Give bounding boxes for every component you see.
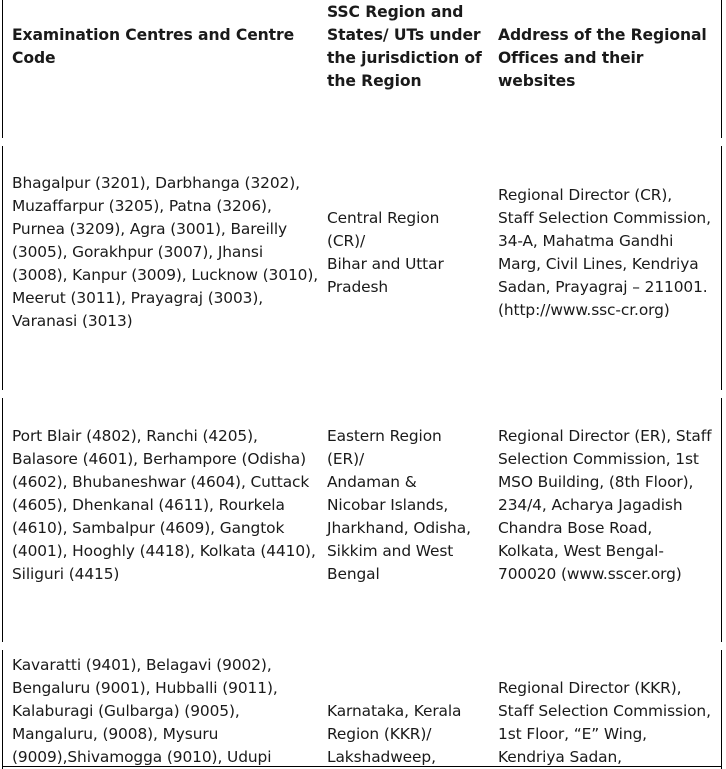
table-row-er-centres: Port Blair (4802), Ranchi (4205), Balasore (4601), Berhampore (Odisha) (4602), Bhubaneshwar (4604), Cuttack (4605), Dhenkanal (4611), Rourkela (4610), Sambalpur (4609), Gangtok (4001), Hooghly (4418), Kolkata (4410), Siliguri (4415) bbox=[12, 427, 316, 583]
table-row-kkr-region: Karnataka, Kerala Region (KKR)/ Lakshadweep, bbox=[327, 702, 462, 766]
table-border-left bbox=[2, 146, 3, 390]
table-border-right bbox=[721, 650, 722, 769]
table-border-left bbox=[2, 0, 3, 138]
table-row-er-address: Regional Director (ER), Staff Selection Commission, 1st MSO Building, (8th Floor), 234/4, Acharya Jagadish Chandra Bose Road, Kolkata, West Bengal- 700020 (www.sscer.org) bbox=[498, 427, 712, 583]
table-row-cr-region: Central Region (CR)/ Bihar and Uttar Pradesh bbox=[327, 209, 444, 296]
table-row-kkr-address: Regional Director (KKR), Staff Selection Commission, 1st Floor, “E” Wing, Kendriya Sadan, bbox=[498, 679, 711, 766]
table-border-left bbox=[2, 650, 3, 769]
table-row-kkr-centres: Kavaratti (9401), Belagavi (9002), Bengaluru (9001), Hubballi (9011), Kalaburagi (Gulbarga) (9005), Mangaluru, (9008), Mysuru (9009),Shivamogga (9010), Udupi bbox=[12, 656, 278, 766]
header-examination-centres: Examination Centres and Centre Code bbox=[12, 26, 295, 67]
table-border-right bbox=[721, 398, 722, 642]
header-regional-office-address: Address of the Regional Offices and their websites bbox=[498, 26, 707, 90]
table-border-left bbox=[2, 398, 3, 642]
table-row-er-region: Eastern Region (ER)/ Andaman & Nicobar Islands, Jharkhand, Odisha, Sikkim and West Bengal bbox=[327, 427, 471, 583]
table-border-right bbox=[721, 0, 722, 138]
table-row-cr-centres: Bhagalpur (3201), Darbhanga (3202), Muzaffarpur (3205), Patna (3206), Purnea (3209), Agra (3001), Bareilly (3005), Gorakhpur (3007), Jhansi (3008), Kanpur (3009), Lucknow (3010), Meerut (3011), Prayagraj (3003), Varanasi (3013) bbox=[12, 174, 319, 330]
header-ssc-region: SSC Region and States/ UTs under the jurisdiction of the Region bbox=[327, 3, 482, 90]
table-border-right bbox=[721, 146, 722, 390]
table-row-cr-address: Regional Director (CR), Staff Selection Commission, 34-A, Mahatma Gandhi Marg, Civil Lines, Kendriya Sadan, Prayagraj – 211001. (http://www.ssc-cr.org) bbox=[498, 186, 711, 319]
